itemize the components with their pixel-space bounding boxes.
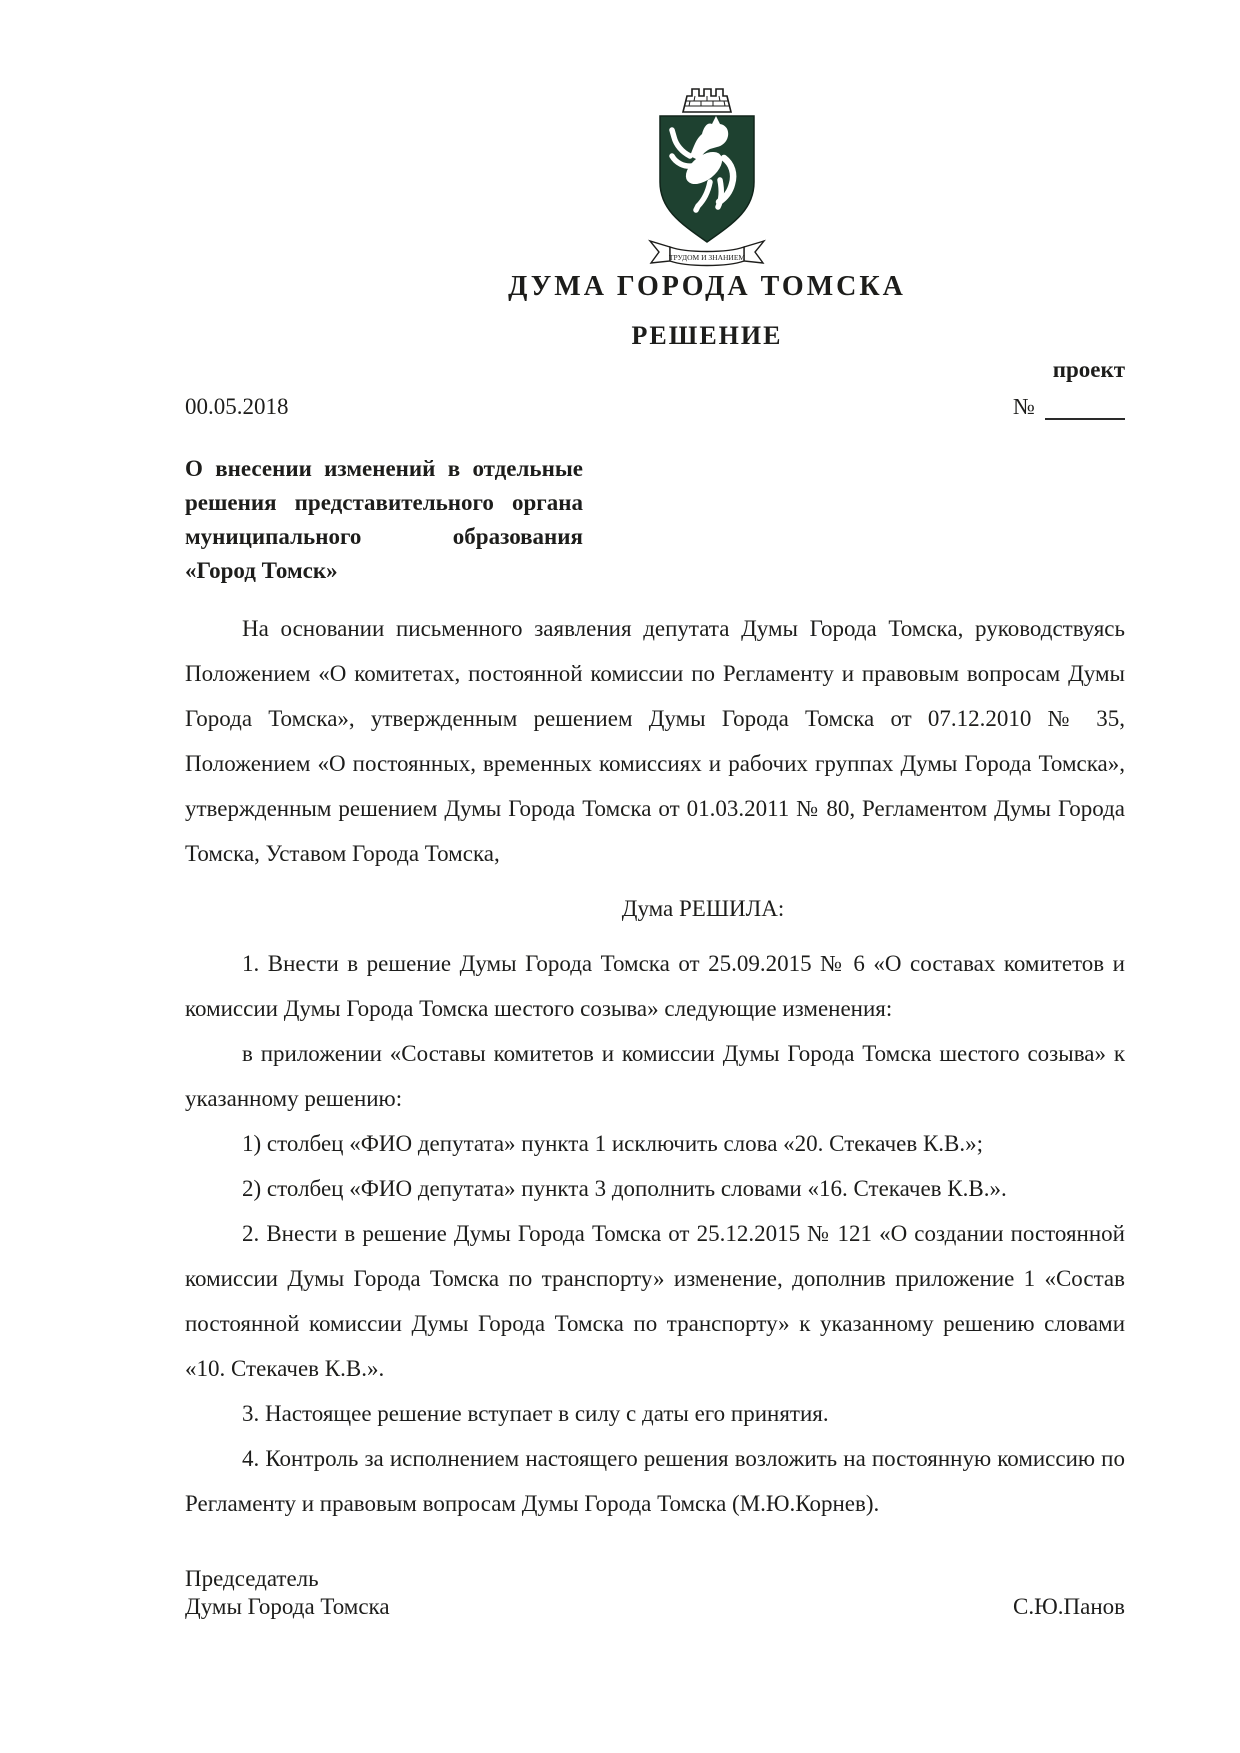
number-sign: № — [1013, 394, 1035, 419]
document-date: 00.05.2018 — [185, 394, 289, 419]
subject-line: «Город Томск» — [185, 558, 338, 583]
clause-paragraph: 2. Внести в решение Думы Города Томска от 25.12.2015 № 121 «О создании постоянной комиссии Думы Города Томска по транспорту» изменение, дополнив приложение 1 «Состав постоянной комиссии Думы Города Томска по транспорту» к указанному решению словами «10. Стекачев К.В.». — [185, 1221, 1125, 1381]
draft-label: проект — [1052, 357, 1125, 382]
clause-paragraph: 4. Контроль за исполнением настоящего решения возложить на постоянную комиссию по Регламенту и правовым вопросам Думы Города Томска (М.Ю.Корнев). — [185, 1446, 1125, 1516]
document-type-title: РЕШЕНИЕ — [631, 321, 783, 350]
subject-line: О внесении изменений в отдельные — [185, 456, 583, 481]
document-number — [1013, 394, 1125, 420]
clause-paragraph: 1. Внести в решение Думы Города Томска от 25.09.2015 № 6 «О составах комитетов и комиссии Думы Города Томска шестого созыва» следующие изменения: — [185, 951, 1125, 1021]
signer-position-line: Думы Города Томска — [185, 1594, 390, 1619]
number-blank-line — [1045, 394, 1125, 420]
tomsk-coat-of-arms — [632, 84, 782, 270]
mural-crown-icon — [683, 89, 731, 112]
clause-paragraph: в приложении «Составы комитетов и комиссии Думы Города Томска шестого созыва» к указанному решению: — [185, 1041, 1125, 1111]
signer-name: С.Ю.Панов — [1013, 1594, 1125, 1619]
date-number-row — [185, 394, 1125, 420]
subject-heading — [185, 452, 583, 588]
clause-paragraph: 2) столбец «ФИО депутата» пункта 3 дополнить словами «16. Стекачев К.В.». — [242, 1176, 1007, 1201]
resolution-marker: Дума РЕШИЛА: — [621, 896, 785, 921]
signer-position-line: Председатель — [185, 1566, 319, 1591]
preamble-paragraph: На основании письменного заявления депутата Думы Города Томска, руководствуясь Положением «О комитетах, постоянной комиссии по Регламенту и правовым вопросам Думы Города Томска», утвержденным решением Думы Города Томска от 07.12.2010 № 35, Положением «О постоянных, временных комиссиях и рабочих группах Думы Города Томска», утвержденным решением Думы Города Томска от 01.03.2011 № 80, Регламентом Думы Города Томска, Уставом Города Томска, — [185, 616, 1125, 866]
clause-paragraph: 3. Настоящее решение вступает в силу с даты его принятия. — [242, 1401, 829, 1426]
motto-text: ТРУДОМ И ЗНАНИЕМ — [668, 253, 746, 262]
subject-line: муниципального образования — [185, 524, 583, 549]
signer-position — [185, 1565, 390, 1621]
clause-paragraph: 1) столбец «ФИО депутата» пункта 1 исключить слова «20. Стекачев К.В.»; — [242, 1131, 984, 1156]
document-body — [185, 606, 1125, 1526]
signature-block — [185, 1565, 1125, 1621]
subject-line: решения представительного органа — [185, 490, 583, 515]
organization-name: ДУМА ГОРОДА ТОМСКА — [508, 271, 906, 302]
